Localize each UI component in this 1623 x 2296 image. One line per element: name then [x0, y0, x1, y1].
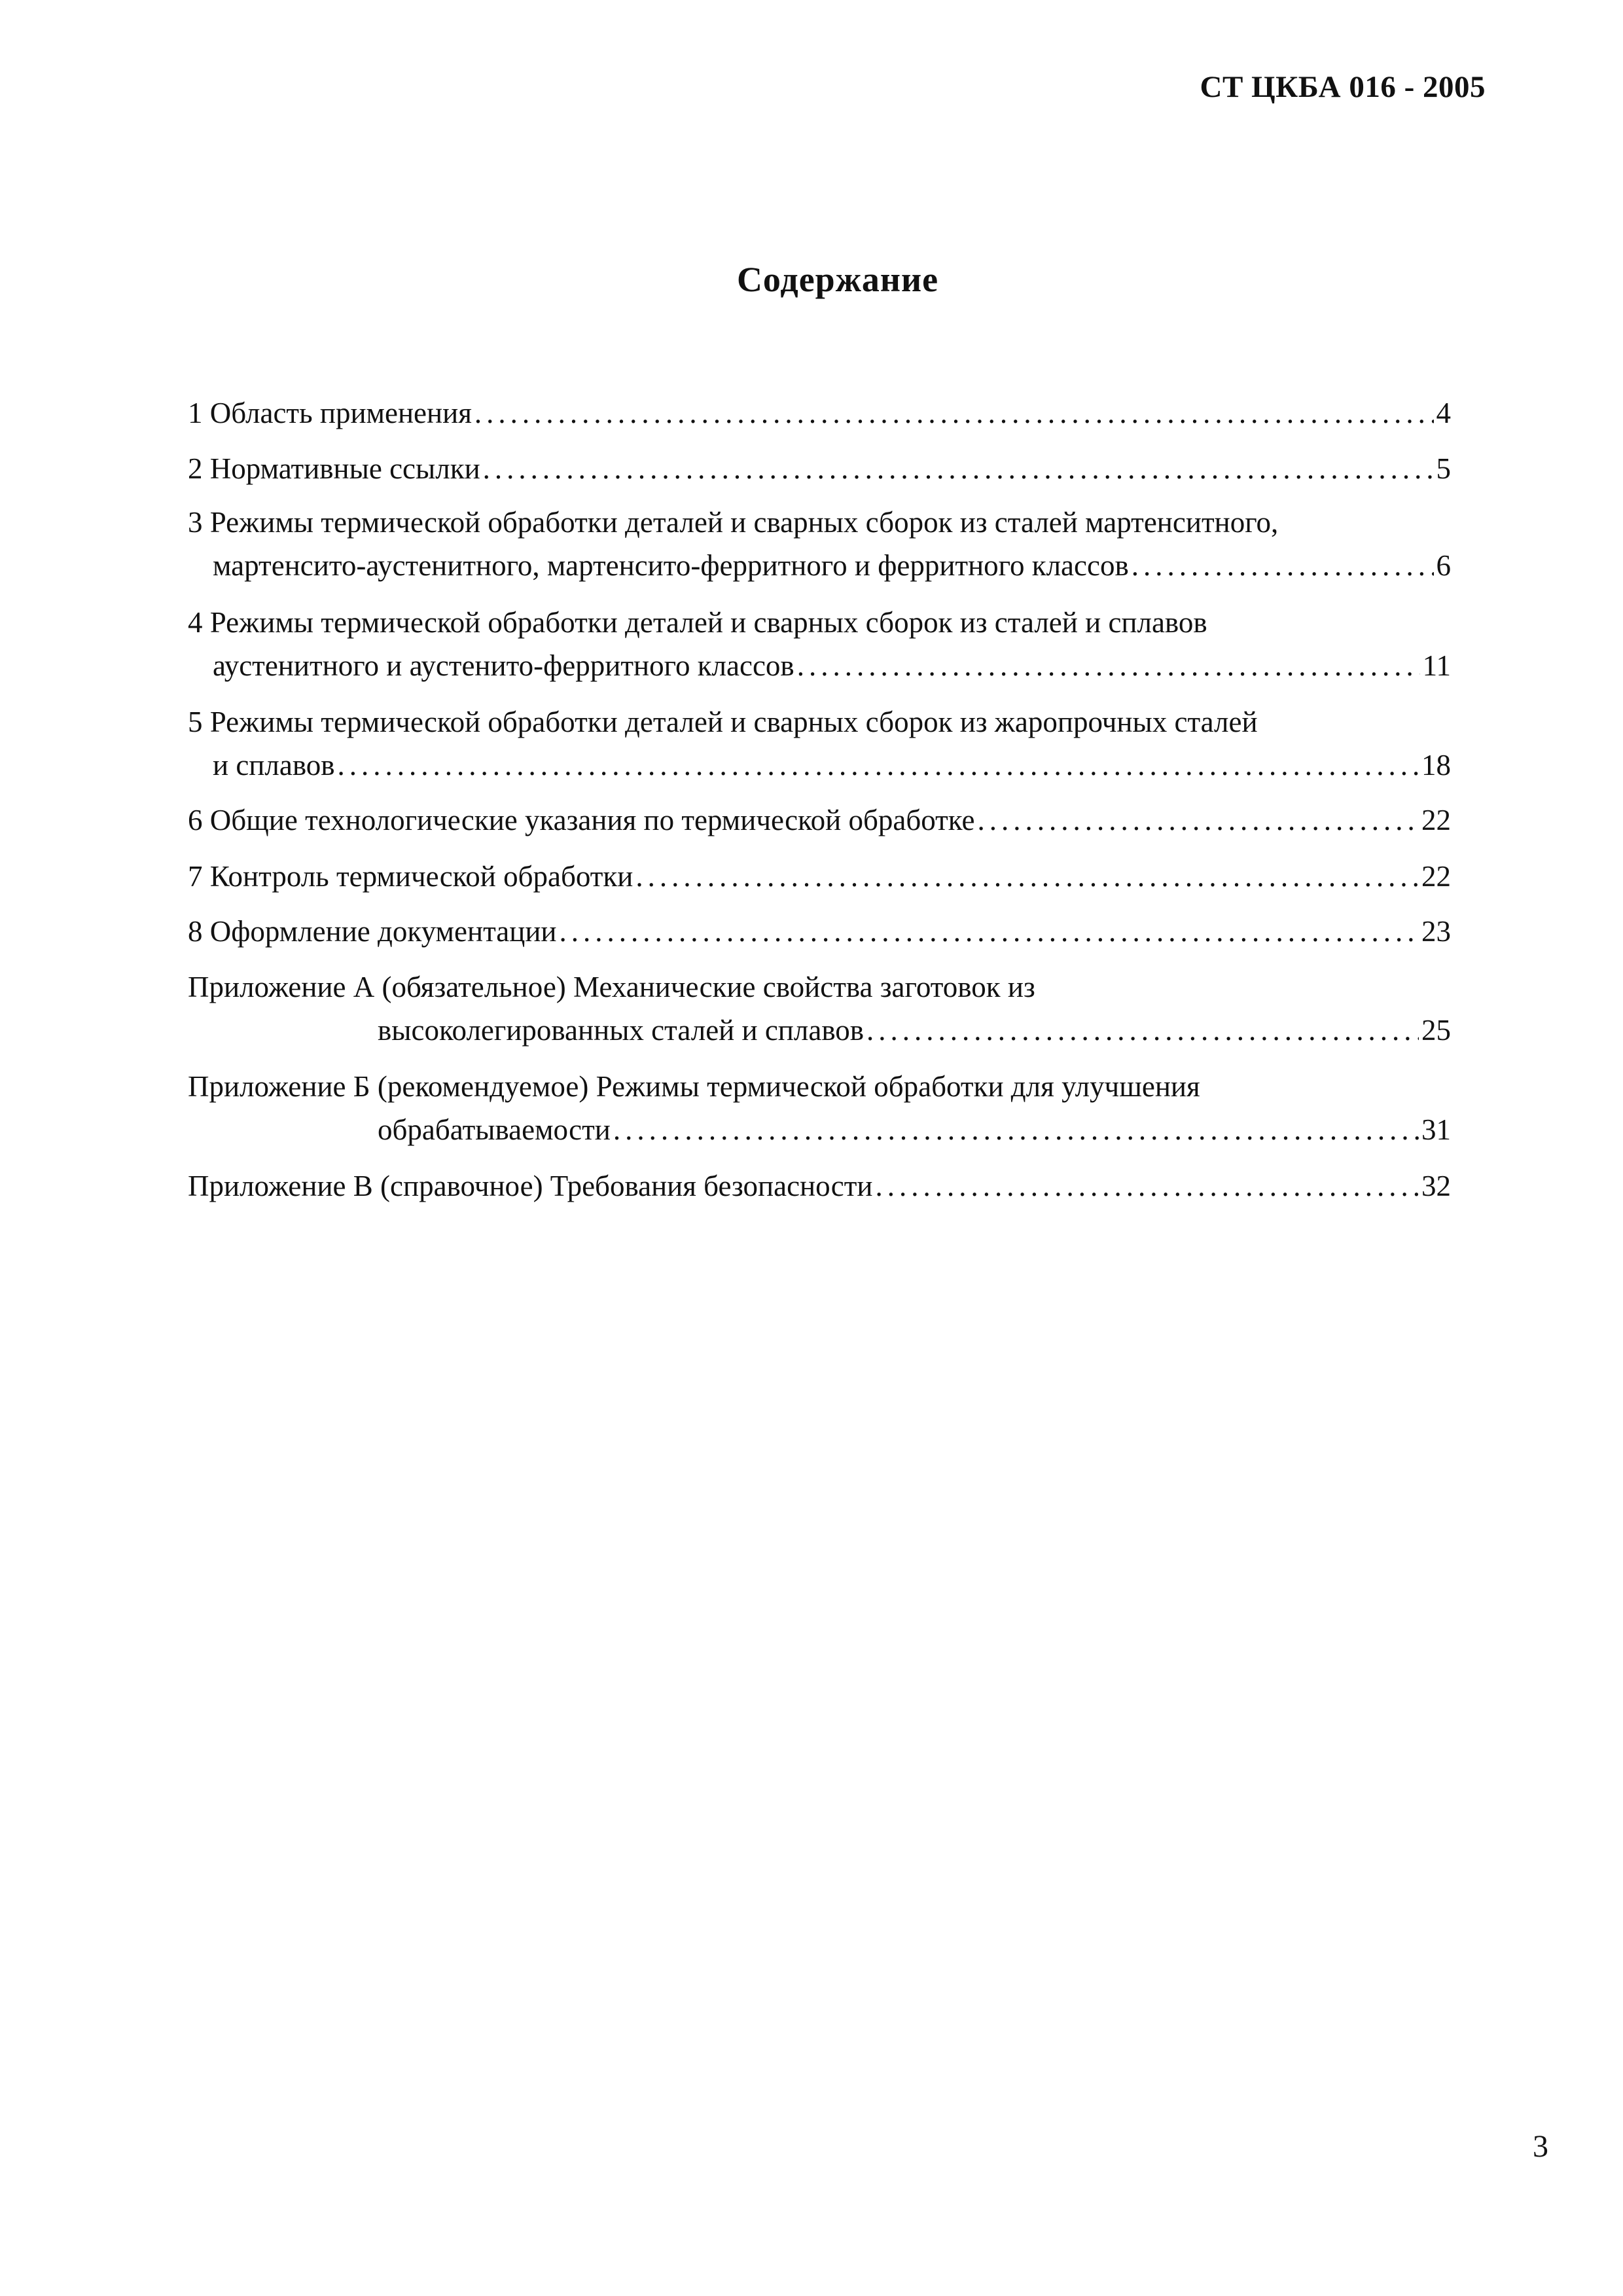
toc-page-number: 18 — [1421, 749, 1451, 781]
toc-entry-1[interactable] — [188, 396, 1451, 439]
toc-entry-text: высоколегированных сталей и сплавов — [378, 1014, 865, 1047]
toc-entry-7[interactable] — [188, 859, 1451, 903]
toc-entry-2[interactable] — [188, 452, 1451, 495]
document-code: СТ ЦКБА 016 - 2005 — [1200, 70, 1486, 104]
toc-entry-text: 3 Режимы термической обработки деталей и сварных сборок из сталей мартенситного, — [188, 506, 1279, 539]
leader-dots — [1132, 548, 1434, 583]
leader-dots — [866, 1013, 1419, 1047]
toc-entry-6[interactable] — [188, 803, 1451, 846]
toc-entry-appendix-b[interactable] — [188, 1069, 1451, 1156]
leader-dots — [978, 803, 1419, 837]
toc-entry-text: и сплавов — [213, 749, 335, 781]
toc-entry-text: аустенитного и аустенито-ферритного классов — [213, 649, 794, 682]
toc-entry-text: обрабатываемости — [378, 1113, 611, 1146]
toc-entry-text: Приложение Б (рекомендуемое) Режимы термической обработки для улучшения — [188, 1070, 1200, 1103]
toc-entry-text: 8 Оформление документации — [188, 915, 557, 948]
toc-entry-text: 6 Общие технологические указания по термической обработке — [188, 804, 975, 836]
toc-page-number: 22 — [1421, 860, 1451, 893]
toc-entry-text: мартенсито-аустенитного, мартенсито-ферритного и ферритного классов — [213, 549, 1129, 582]
toc-page-number: 6 — [1436, 549, 1451, 582]
leader-dots — [560, 914, 1419, 948]
toc-entry-text: 2 Нормативные ссылки — [188, 452, 480, 485]
toc-entry-appendix-a[interactable] — [188, 970, 1451, 1056]
leader-dots — [338, 748, 1419, 782]
leader-dots — [474, 396, 1434, 430]
toc-entry-3[interactable] — [188, 505, 1451, 592]
toc-entry-text: 4 Режимы термической обработки деталей и сварных сборок из сталей и сплавов — [188, 606, 1207, 639]
leader-dots — [875, 1169, 1419, 1203]
toc-entry-8[interactable] — [188, 914, 1451, 958]
toc-page-number: 31 — [1421, 1113, 1451, 1146]
leader-dots — [797, 649, 1420, 683]
toc-title: Содержание — [736, 260, 939, 299]
toc-entry-text: 1 Область применения — [188, 397, 472, 429]
toc-entry-text: 5 Режимы термической обработки деталей и сварных сборок из жаропрочных сталей — [188, 706, 1258, 738]
toc-entry-text: Приложение В (справочное) Требования безопасности — [188, 1170, 873, 1202]
toc-entry-text: 7 Контроль термической обработки — [188, 860, 633, 893]
page-number: 3 — [1533, 2129, 1548, 2164]
toc-entry-text: Приложение А (обязательное) Механические свойства заготовок из — [188, 971, 1035, 1003]
toc-page-number: 11 — [1422, 649, 1451, 682]
toc-page-number: 22 — [1421, 804, 1451, 836]
toc-entry-appendix-v[interactable] — [188, 1169, 1451, 1212]
leader-dots — [635, 859, 1419, 893]
toc-entry-5[interactable] — [188, 705, 1451, 791]
toc-page-number: 4 — [1436, 397, 1451, 429]
toc-page-number: 32 — [1421, 1170, 1451, 1202]
toc-entry-4[interactable] — [188, 605, 1451, 692]
toc-page-number: 25 — [1421, 1014, 1451, 1047]
leader-dots — [483, 452, 1434, 486]
leader-dots — [613, 1113, 1419, 1147]
toc-page-number: 5 — [1436, 452, 1451, 485]
toc-page-number: 23 — [1421, 915, 1451, 948]
